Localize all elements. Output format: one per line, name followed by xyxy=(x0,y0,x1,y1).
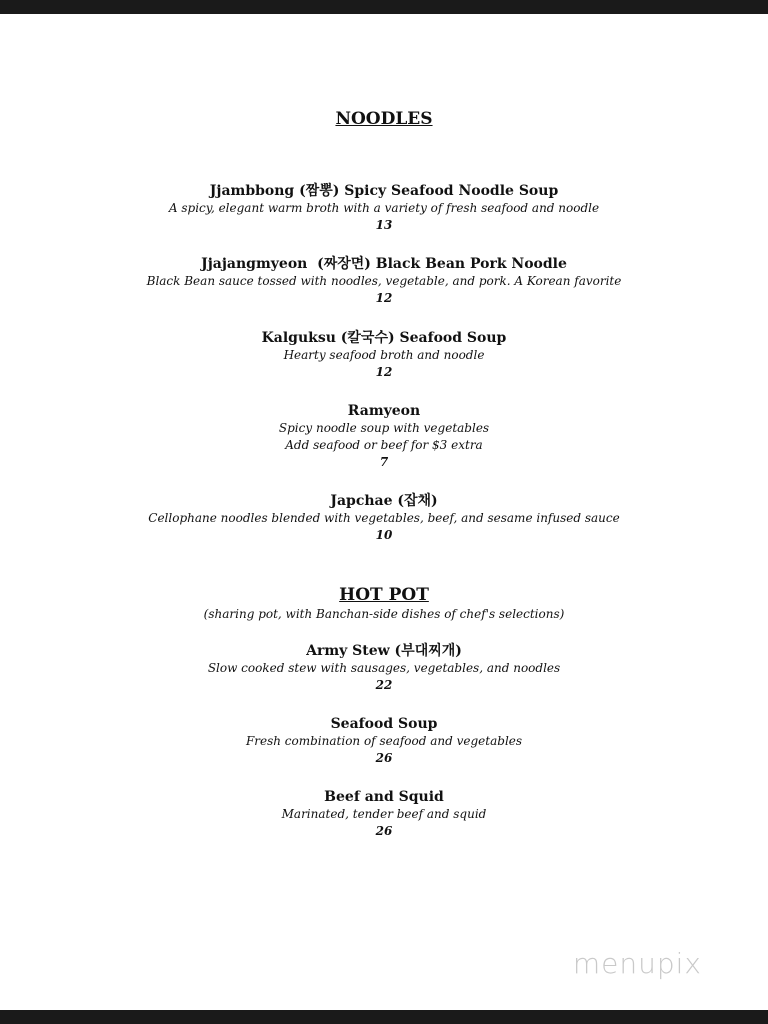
item-name: Ramyeon xyxy=(347,403,421,419)
item-name: Kalguksu (칼국수) Seafood Soup xyxy=(261,330,507,346)
item-price: 12 xyxy=(375,291,393,305)
item-description: Black Bean sauce tossed with noodles, vegetable, and pork. A Korean favorite xyxy=(146,274,622,288)
item-price: 26 xyxy=(375,751,393,765)
menu-item-japchae xyxy=(0,492,768,544)
menu-item-jjajangmyeon xyxy=(0,255,768,307)
item-name: Army Stew (부대찌개) xyxy=(306,643,462,659)
item-description: Fresh combination of seafood and vegetables xyxy=(245,734,523,748)
hotpot-section-note: (sharing pot, with Banchan-side dishes of chef's selections) xyxy=(203,607,565,621)
item-price: 26 xyxy=(375,824,393,838)
menu-item-beef-and-squid xyxy=(0,788,768,840)
noodles-section-title: NOODLES xyxy=(335,109,433,129)
menu-item-ramyeon xyxy=(0,402,768,471)
item-name: Japchae (잡채) xyxy=(330,493,438,509)
item-price: 12 xyxy=(375,365,393,379)
item-price: 13 xyxy=(375,218,393,232)
item-name: Seafood Soup xyxy=(330,716,438,732)
item-description: Hearty seafood broth and noodle xyxy=(283,348,485,362)
item-description: Slow cooked stew with sausages, vegetables, and noodles xyxy=(207,661,561,675)
item-name: Jjajangmyeon (짜장면) Black Bean Pork Noodle xyxy=(201,256,567,272)
item-price: 22 xyxy=(375,678,393,692)
item-description: Cellophane noodles blended with vegetables, beef, and sesame infused sauce xyxy=(148,511,620,525)
menu-item-seafood-soup xyxy=(0,715,768,767)
menu-item-kalguksu xyxy=(0,329,768,381)
hotpot-section-title: HOT POT xyxy=(339,585,429,605)
menupix-watermark: menupix xyxy=(572,947,702,980)
item-description-extra: Add seafood or beef for $3 extra xyxy=(285,438,483,452)
menu-item-army-stew xyxy=(0,642,768,694)
menu-item-jjambbong xyxy=(0,182,768,234)
item-price: 7 xyxy=(379,455,389,469)
item-name: Jjambbong (짬뽕) Spicy Seafood Noodle Soup xyxy=(209,183,559,199)
item-description: Marinated, tender beef and squid xyxy=(281,807,487,821)
item-name: Beef and Squid xyxy=(324,789,444,805)
item-description: A spicy, elegant warm broth with a variety of fresh seafood and noodle xyxy=(168,201,600,215)
menu-page xyxy=(0,14,768,1010)
item-description: Spicy noodle soup with vegetables xyxy=(278,421,490,435)
item-price: 10 xyxy=(375,528,393,542)
